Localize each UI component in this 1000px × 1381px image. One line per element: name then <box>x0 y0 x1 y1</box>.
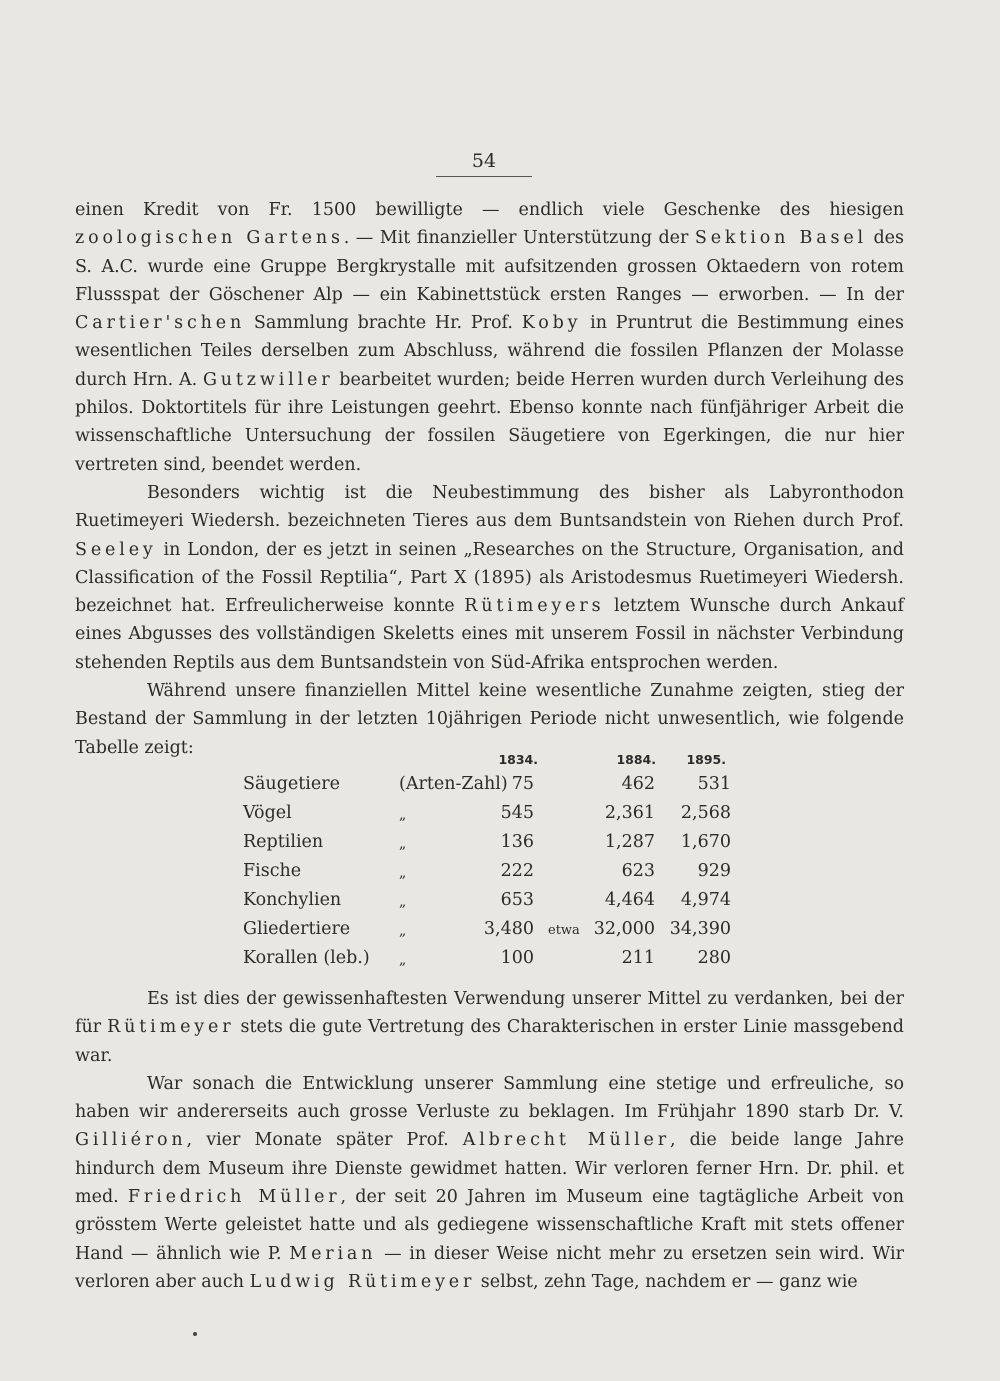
spaced-name: Albrecht Müller <box>462 1130 670 1151</box>
value-1834: 100 <box>500 948 534 968</box>
row-name: Korallen (leb.) <box>243 948 370 968</box>
value-1884: 623 <box>621 861 655 881</box>
row-unit: „ <box>399 923 407 939</box>
table-row <box>243 774 743 803</box>
text-run: selbst, zehn Tage, nachdem er — ganz wie <box>475 1271 858 1292</box>
row-name: Fische <box>243 861 302 881</box>
spaced-name: Seeley <box>75 539 157 560</box>
text-run: in Pruntrut die Bestimmung eines wesentlichen Teiles derselben zum Abschluss, während die fossilen Pflanzen der Molasse durch Hrn. A. <box>75 313 904 390</box>
text-run: stets die gute Vertretung des Charakterischen in erster Linie massgebend war. <box>75 1017 904 1066</box>
value-1884: 2,361 <box>604 803 655 823</box>
row-unit: „ <box>399 894 407 910</box>
row-unit: (Arten-Zahl) <box>399 774 508 794</box>
row-name: Säugetiere <box>243 774 340 794</box>
value-1895: 531 <box>697 774 731 794</box>
collection-table <box>243 752 743 977</box>
value-1834: 3,480 <box>483 919 534 939</box>
table-row <box>243 861 743 890</box>
table-row <box>243 803 743 832</box>
row-name: Konchylien <box>243 890 342 910</box>
table-row <box>243 832 743 861</box>
value-1884: 1,287 <box>604 832 655 852</box>
value-1834: 653 <box>500 890 534 910</box>
text-run: bearbeitet wurden; beide Herren wurden durch Verleihung des philos. Doktortitels für ihre Leistungen geehrt. Ebenso konnte nach fünfjähriger Arbeit die wissenschaftliche Untersuchung der fossilen Säugetiere von Egerkingen, die nur hier vertreten sind, beendet werden. <box>75 369 905 475</box>
value-1884: 4,464 <box>604 890 655 910</box>
text-run: — in dieser Weise nicht mehr zu ersetzen sein wird. Wir verloren aber auch <box>75 1243 904 1292</box>
body-text-top <box>75 196 904 762</box>
spaced-name: Rütimeyers <box>464 596 605 617</box>
spaced-name: Friedrich Müller <box>127 1187 341 1208</box>
value-1834: 75 <box>511 774 534 794</box>
value-1895: 2,568 <box>680 803 731 823</box>
text-run: . — Mit finanzieller Unterstützung der <box>343 228 695 249</box>
paragraph <box>75 1070 904 1296</box>
paragraph <box>75 479 904 677</box>
text-run: Während unsere finanziellen Mittel keine wesentliche Zunahme zeigten, stieg der Bestand der Sammlung in der letzten 10jährigen Periode nicht unwesentlich, wie folgende Tabelle zeigt: <box>75 681 904 758</box>
value-1834: 545 <box>500 803 534 823</box>
table-header <box>243 752 743 774</box>
body-text-bottom <box>75 985 904 1296</box>
text-run: , die beide lange Jahre hindurch dem Museum ihre Dienste gewidmet hatten. Wir verloren ferner Hrn. Dr. phil. et med. <box>75 1130 904 1208</box>
text-run: War sonach die Entwicklung unserer Sammlung eine stetige und erfreuliche, so haben wir andererseits auch grosse Verluste zu beklagen. Im Frühjahr 1890 starb Dr. V. <box>75 1073 904 1123</box>
text-run: Es ist dies der gewissenhaftesten Verwendung unserer Mittel zu verdanken, bei der für <box>75 989 904 1038</box>
spaced-name: Rütimeyer <box>107 1017 235 1038</box>
paragraph <box>75 196 904 479</box>
value-1834: 136 <box>500 832 534 852</box>
value-prefix: etwa <box>548 923 580 938</box>
header-1834: 1834. <box>498 752 538 767</box>
table-row <box>243 919 743 948</box>
spaced-name: Gutzwiller <box>202 369 334 390</box>
paragraph <box>75 985 904 1070</box>
ink-speck <box>193 1332 197 1336</box>
spaced-name: Sektion Basel <box>694 228 867 249</box>
text-run: des S. A.C. wurde eine Gruppe Bergkrystalle mit aufsitzenden grossen Oktaedern von rotem Flussspat der Göschener Alp — ein Kabinettstück ersten Ranges — erworben. — In der <box>75 228 904 305</box>
value-1895: 929 <box>697 861 731 881</box>
value-1895: 4,974 <box>680 890 731 910</box>
spaced-name: zoologischen Gartens <box>75 228 344 249</box>
spaced-name: Merian <box>289 1243 377 1264</box>
value-1895: 280 <box>697 948 731 968</box>
spaced-name: Koby <box>521 313 582 334</box>
row-unit: „ <box>399 836 407 852</box>
spaced-name: Ludwig Rütimeyer <box>249 1271 476 1292</box>
page-number: 54 <box>436 150 532 177</box>
text-run: , der seit 20 Jahren im Museum eine tagtägliche Arbeit von grösstem Werte geleistet hatte und als gediegene wissenschaftliche Kraft mit stets offener Hand — ähnlich wie P. <box>75 1187 904 1264</box>
table-row <box>243 890 743 919</box>
row-name: Reptilien <box>243 832 324 852</box>
value-1884: 211 <box>621 948 655 968</box>
row-name: Gliedertiere <box>243 919 351 939</box>
paragraph <box>75 677 904 762</box>
value-1884: 32,000 <box>593 919 655 939</box>
value-1834: 222 <box>500 861 534 881</box>
text-run: Besonders wichtig ist die Neubestimmung des bisher als Labyronthodon Ruetimeyeri Wiedersh. bezeichneten Tieres aus dem Buntsandstein von Riehen durch Prof. <box>75 482 904 532</box>
text-run: Sammlung brachte Hr. Prof. <box>245 313 522 334</box>
row-unit: „ <box>399 807 407 823</box>
table-row <box>243 948 743 977</box>
row-unit: „ <box>399 865 407 881</box>
text-run: einen Kredit von Fr. 1500 bewilligte — endlich viele Geschenke des hiesigen <box>75 200 904 220</box>
spaced-name: Gilliéron <box>75 1130 187 1151</box>
text-run: in London, der es jetzt in seinen „Researches on the Structure, Organisation, and Classification of the Fossil Reptilia“, Part X (1895) als Aristodesmus Ruetimeyeri Wiedersh. bezeichnet hat. Erfreulicherweise konnte <box>75 539 904 617</box>
header-1895: 1895. <box>686 752 726 767</box>
value-1895: 1,670 <box>680 832 731 852</box>
row-unit: „ <box>399 952 407 968</box>
header-1884: 1884. <box>616 752 656 767</box>
spaced-name: Cartier'schen <box>75 313 246 334</box>
text-run: , vier Monate später Prof. <box>186 1130 463 1151</box>
value-1884: 462 <box>621 774 655 794</box>
value-1895: 34,390 <box>669 919 731 939</box>
table-body <box>243 774 743 977</box>
text-run: letztem Wunsche durch Ankauf eines Abgusses des vollständigen Skeletts eines mit unserem Fossil in nächster Verbindung stehenden Reptils aus dem Buntsandstein von Süd-Afrika entsprochen werden. <box>75 596 904 673</box>
row-name: Vögel <box>243 803 292 823</box>
